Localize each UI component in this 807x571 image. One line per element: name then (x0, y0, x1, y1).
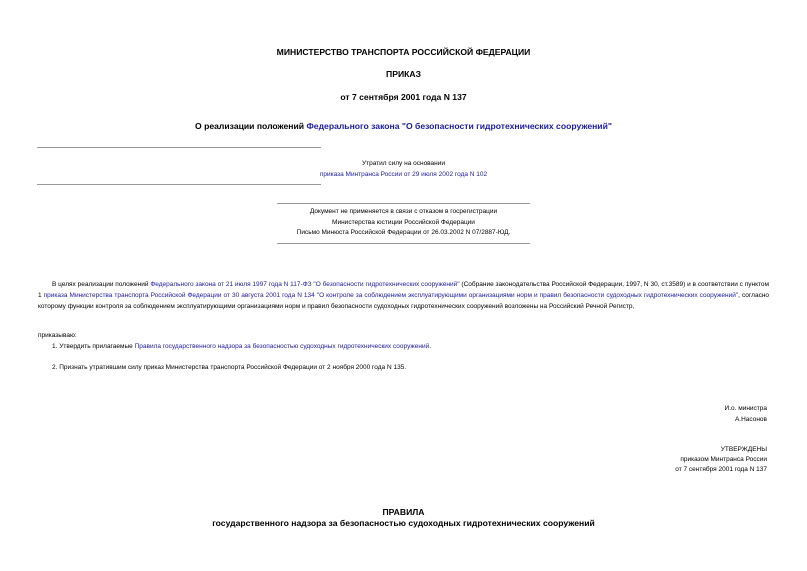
rules-subtitle: государственного надзора за безопасностью судоходных гидротехнических сооружений (212, 518, 595, 528)
approval-line-2: приказом Минтранса России (680, 456, 767, 463)
note-line-3: Письмо Минюста Российской Федерации от 26.03.2002 N 07/2887-ЮД. (296, 229, 511, 236)
note-line-1: Документ не применяется в связи с отказом в госрегистрации (309, 208, 498, 215)
rules-title: ПРАВИЛА (382, 507, 425, 517)
signature-name: А.Насонов (734, 416, 767, 423)
supervision-rules-link[interactable]: Правила государственного надзора за безопасностью судоходных гидротехнических сооружений (134, 343, 430, 350)
approval-line-3: от 7 сентября 2001 года N 137 (675, 466, 767, 473)
doc-type-heading: ПРИКАЗ (386, 69, 421, 79)
title-prefix: О реализации положений (195, 121, 307, 131)
note-line-2: Министерства юстиции Российской Федерации (332, 219, 475, 226)
repeal-order-link[interactable]: приказа Минтранса России от 29 июля 2002 года N 102 (319, 171, 488, 178)
order-item-2: 2. Признать утратившим силу приказ Министерства транспорта Российской Федерации от 2 ноября 2000 года N 135. (52, 364, 407, 371)
approval-line-1: УТВЕРЖДЕНЫ (720, 446, 767, 453)
order-word: приказываю: (38, 332, 77, 339)
status-box-top-rule (37, 147, 321, 148)
order-item-1: 1. Утвердить прилагаемые Правила государственного надзора за безопасностью судоходных гидротехнических сооружений. (52, 343, 432, 350)
date-number-heading: от 7 сентября 2001 года N 137 (340, 92, 467, 102)
ministry-heading: МИНИСТЕРСТВО ТРАНСПОРТА РОССИЙСКОЙ ФЕДЕРАЦИИ (276, 47, 531, 57)
note-box-bottom-rule (277, 243, 530, 244)
document-title (0, 121, 807, 131)
preamble-paragraph: В целях реализации положений Федерального закона от 21 июля 1997 года N 117-ФЗ "О безопасности гидротехнических сооружений" (Собрание законодательства Российской Федерации, 1997, N 30, ст.3589) и в соответствии с пунктом 1 приказа Министерства транспорта Российской Федерации от 30 августа 2001 года N 134 "О контроле за соблюдением эксплуатирующими организациями норм и правил безопасности судоходных гидротехнических сооружений", согласно которому функции контроля за соблюдением эксплуатирующими организациями норм и правил безопасности судоходных гидротехнических сооружений возложены на Российский Речной Регистр, (38, 281, 770, 310)
federal-law-title-link[interactable]: Федерального закона "О безопасности гидротехнических сооружений" (306, 121, 612, 131)
signature-role: И.о. министра (724, 405, 767, 412)
status-box-bottom-rule (37, 184, 321, 185)
note-box-top-rule (277, 203, 530, 204)
order-134-link[interactable]: приказа Министерства транспорта Российской Федерации от 30 августа 2001 года N 134 "О контроле за соблюдением эксплуатирующими организациями норм и правил безопасности судоходных гидротехнических сооружений" (43, 292, 739, 299)
law-117-fz-link[interactable]: Федерального закона от 21 июля 1997 года N 117-ФЗ "О безопасности гидротехнических сооружений" (150, 281, 460, 288)
status-line: Утратил силу на основании (361, 160, 446, 167)
